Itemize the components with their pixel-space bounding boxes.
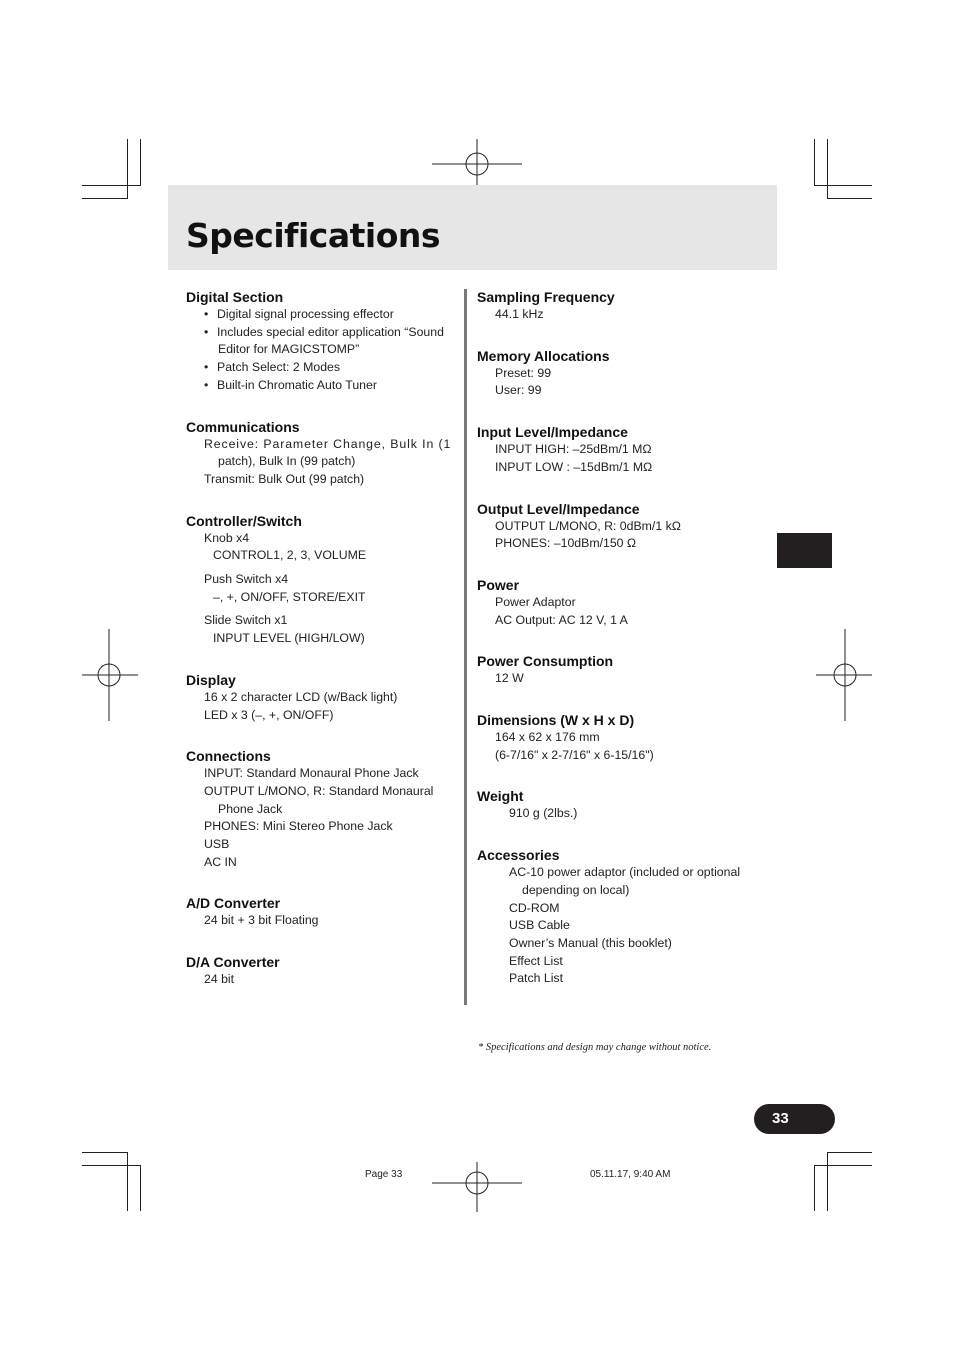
registration-mark-icon (816, 629, 872, 721)
spec-da-converter (186, 953, 458, 989)
spec-display (186, 671, 458, 724)
crop-mark-icon (82, 198, 128, 199)
spec-line: Phone Jack (218, 801, 283, 816)
section-title: Sampling Frequency (477, 289, 615, 305)
spec-line: Patch List (509, 971, 563, 986)
list-item-continuation: Editor for MAGICSTOMP” (218, 342, 360, 357)
footnote: * Specifications and design may change without notice. (478, 1042, 712, 1053)
section-title: Memory Allocations (477, 347, 610, 364)
spec-line: PHONES: Mini Stereo Phone Jack (204, 819, 393, 834)
spec-communications (186, 418, 458, 489)
page-number: 33 (772, 1110, 789, 1127)
spec-controller-switch (186, 512, 458, 648)
spec-line: INPUT LOW : –15dBm/1 MΩ (495, 459, 653, 474)
section-title: Digital Section (186, 289, 284, 305)
list-item: • Patch Select: 2 Modes (204, 360, 341, 375)
spec-line: –, +, ON/OFF, STORE/EXIT (213, 589, 366, 604)
spec-line: depending on local) (522, 882, 630, 897)
spec-line: AC IN (204, 854, 237, 869)
crop-mark-icon (82, 1152, 128, 1153)
spec-line: 24 bit (204, 972, 235, 987)
spec-line: OUTPUT L/MONO, R: 0dBm/1 kΩ (495, 518, 681, 533)
spec-line: INPUT: Standard Monaural Phone Jack (204, 766, 419, 781)
spec-line: Preset: 99 (495, 365, 552, 380)
spec-line: 24 bit + 3 bit Floating (204, 913, 319, 928)
spec-line: 12 W (495, 671, 524, 686)
section-title: Communications (186, 418, 300, 435)
spec-line: Receive: Parameter Change, Bulk In (1 (204, 436, 452, 451)
spec-weight (477, 787, 777, 823)
right-column (477, 288, 777, 988)
spec-memory-allocations (477, 347, 777, 400)
section-title: Controller/Switch (186, 512, 302, 529)
spec-line: CD-ROM (509, 900, 560, 915)
crop-mark-icon (140, 139, 141, 186)
spec-power-consumption (477, 652, 777, 688)
section-title: Output Level/Impedance (477, 500, 640, 517)
crop-mark-icon (814, 1165, 815, 1211)
crop-mark-icon (814, 185, 872, 186)
crop-mark-icon (127, 1152, 128, 1211)
spec-line: USB Cable (509, 918, 570, 933)
section-tab (777, 533, 832, 568)
left-column (186, 288, 458, 989)
spec-output-level (477, 500, 777, 553)
page-number-badge (754, 1104, 835, 1134)
spec-line: patch), Bulk In (99 patch) (218, 454, 356, 469)
section-title: D/A Converter (186, 954, 280, 971)
spec-input-level (477, 423, 777, 476)
crop-mark-icon (814, 1165, 872, 1166)
section-title: Weight (477, 788, 524, 805)
crop-mark-icon (827, 1152, 872, 1153)
section-title: Dimensions (W x H x D) (477, 712, 635, 729)
spec-line: Knob x4 (204, 530, 250, 545)
crop-mark-icon (127, 139, 128, 199)
spec-line: OUTPUT L/MONO, R: Standard Monaural (204, 783, 434, 798)
section-title: Accessories (477, 847, 560, 864)
section-title: Power (477, 576, 520, 593)
list-item: • Digital signal processing effector (204, 307, 394, 321)
spec-dimensions (477, 711, 777, 764)
spec-line: AC Output: AC 12 V, 1 A (495, 612, 628, 627)
spec-connections (186, 747, 458, 871)
crop-mark-icon (827, 139, 828, 199)
spec-line: Effect List (509, 953, 563, 968)
section-title: Display (186, 671, 236, 688)
spec-line: CONTROL1, 2, 3, VOLUME (213, 548, 367, 563)
spec-line: INPUT LEVEL (HIGH/LOW) (213, 631, 365, 646)
section-title: Input Level/Impedance (477, 424, 628, 441)
crop-mark-icon (140, 1165, 141, 1211)
registration-mark-icon (432, 139, 522, 189)
spec-line: 164 x 62 x 176 mm (495, 730, 600, 745)
spec-line: Transmit: Bulk Out (99 patch) (204, 471, 365, 486)
list-item: • Includes special editor application “Sound (204, 324, 444, 339)
spec-line: LED x 3 (–, +, ON/OFF) (204, 707, 334, 722)
crop-mark-icon (827, 1152, 828, 1211)
spec-line: (6-7/16" x 2-7/16" x 6-15/16") (495, 747, 654, 762)
spec-line: Push Switch x4 (204, 572, 289, 587)
page-title: Specifications (186, 216, 441, 255)
spec-line: 44.1 kHz (495, 307, 544, 321)
spec-line: 16 x 2 character LCD (w/Back light) (204, 689, 398, 704)
slug-page: Page 33 (365, 1169, 403, 1180)
crop-mark-icon (827, 198, 872, 199)
crop-mark-icon (82, 1165, 141, 1166)
spec-line: PHONES: –10dBm/150 Ω (495, 536, 637, 551)
crop-mark-icon (82, 185, 141, 186)
spec-line: Owner’s Manual (this booklet) (509, 935, 672, 950)
registration-mark-icon (432, 1160, 522, 1212)
list-item: • Built-in Chromatic Auto Tuner (204, 377, 377, 392)
spec-line: AC-10 power adaptor (included or optional (509, 865, 741, 880)
spec-line: USB (204, 837, 230, 852)
spec-ad-converter (186, 894, 458, 930)
column-divider (464, 289, 467, 1005)
spec-line: Slide Switch x1 (204, 613, 288, 628)
spec-line: 910 g (2lbs.) (509, 806, 578, 821)
spec-line: User: 99 (495, 383, 542, 398)
spec-accessories (477, 846, 777, 988)
spec-line: INPUT HIGH: –25dBm/1 MΩ (495, 442, 652, 457)
spec-line: Power Adaptor (495, 594, 576, 609)
spec-power (477, 576, 777, 629)
crop-mark-icon (814, 139, 815, 186)
spec-digital-section (186, 288, 458, 395)
section-title: A/D Converter (186, 895, 281, 912)
spec-sampling-frequency (477, 288, 777, 324)
section-title: Power Consumption (477, 653, 614, 670)
registration-mark-icon (82, 629, 138, 721)
slug-date: 05.11.17, 9:40 AM (590, 1169, 671, 1180)
section-title: Connections (186, 748, 271, 765)
